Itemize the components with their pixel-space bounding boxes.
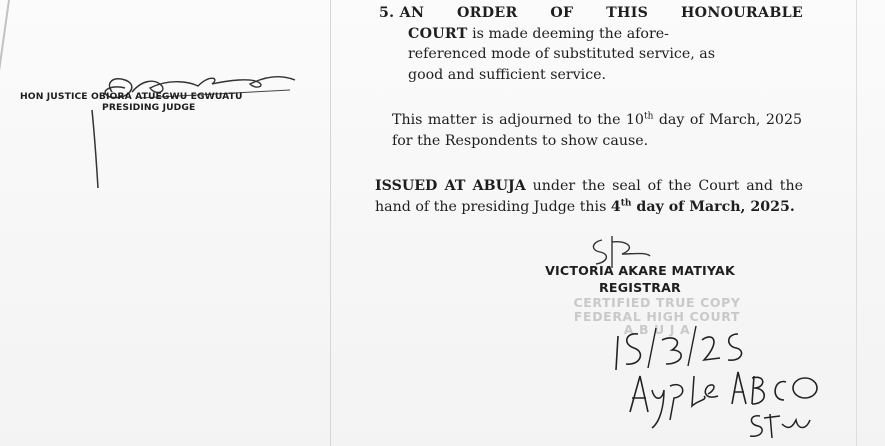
scan-edge-line xyxy=(0,0,10,79)
order-line-1 xyxy=(379,24,803,45)
scan-edge-right xyxy=(856,0,857,446)
order-heading xyxy=(379,3,803,24)
order-number-and-first-word xyxy=(379,3,424,24)
adjournment-day-suffix: th xyxy=(643,111,654,122)
order-word-2: ORDER xyxy=(457,5,518,21)
adjournment-text-before: This matter is adjourned to the 10 xyxy=(392,112,644,128)
issued-date-rest: day of March, 2025. xyxy=(631,198,795,215)
order-word-3: OF xyxy=(550,5,574,21)
issued-paragraph xyxy=(375,176,803,217)
judge-title: PRESIDING JUDGE xyxy=(102,102,196,113)
order-line-2: referenced mode of substituted service, as xyxy=(408,46,716,62)
order-court-word: COURT xyxy=(408,25,468,42)
issued-date-day: 4 xyxy=(610,198,621,215)
registrar-title: REGISTRAR xyxy=(599,280,681,295)
issued-date xyxy=(611,199,795,215)
order-text-1: is made deeming the afore- xyxy=(467,25,669,42)
order-word-5: HONOURABLE xyxy=(680,5,803,21)
issued-date-suffix: th xyxy=(620,197,632,208)
scan-fold-line xyxy=(330,0,331,446)
issued-lead: ISSUED AT ABUJA xyxy=(375,178,526,194)
judge-signature xyxy=(80,70,310,190)
judge-name: HON JUSTICE OBIORA ATUEGWU EGWUATU xyxy=(20,91,243,102)
order-word-4: THIS xyxy=(606,5,649,21)
handwritten-certification xyxy=(600,320,830,446)
order-word-1: AN xyxy=(399,5,425,21)
stamp-line-1: CERTIFIED TRUE COPY xyxy=(573,295,741,310)
order-paragraph xyxy=(379,3,803,85)
registrar-name: VICTORIA AKARE MATIYAK xyxy=(545,263,735,278)
adjournment-text-after: day of March, 2025 for the Respondents to show cause. xyxy=(392,112,802,149)
stamp-line-3: A B U J A xyxy=(623,322,691,337)
registrar-block xyxy=(510,262,770,296)
issued-text xyxy=(375,176,803,217)
adjournment-text xyxy=(392,110,802,151)
order-line-3: good and sufficient service. xyxy=(408,66,607,83)
stamp-line-2: FEDERAL HIGH COURT xyxy=(573,308,741,324)
adjournment-paragraph xyxy=(392,110,802,151)
order-number: 5. xyxy=(379,5,395,21)
issued-middle: under the seal of the Court and the hand of the presiding Judge this xyxy=(375,178,803,215)
